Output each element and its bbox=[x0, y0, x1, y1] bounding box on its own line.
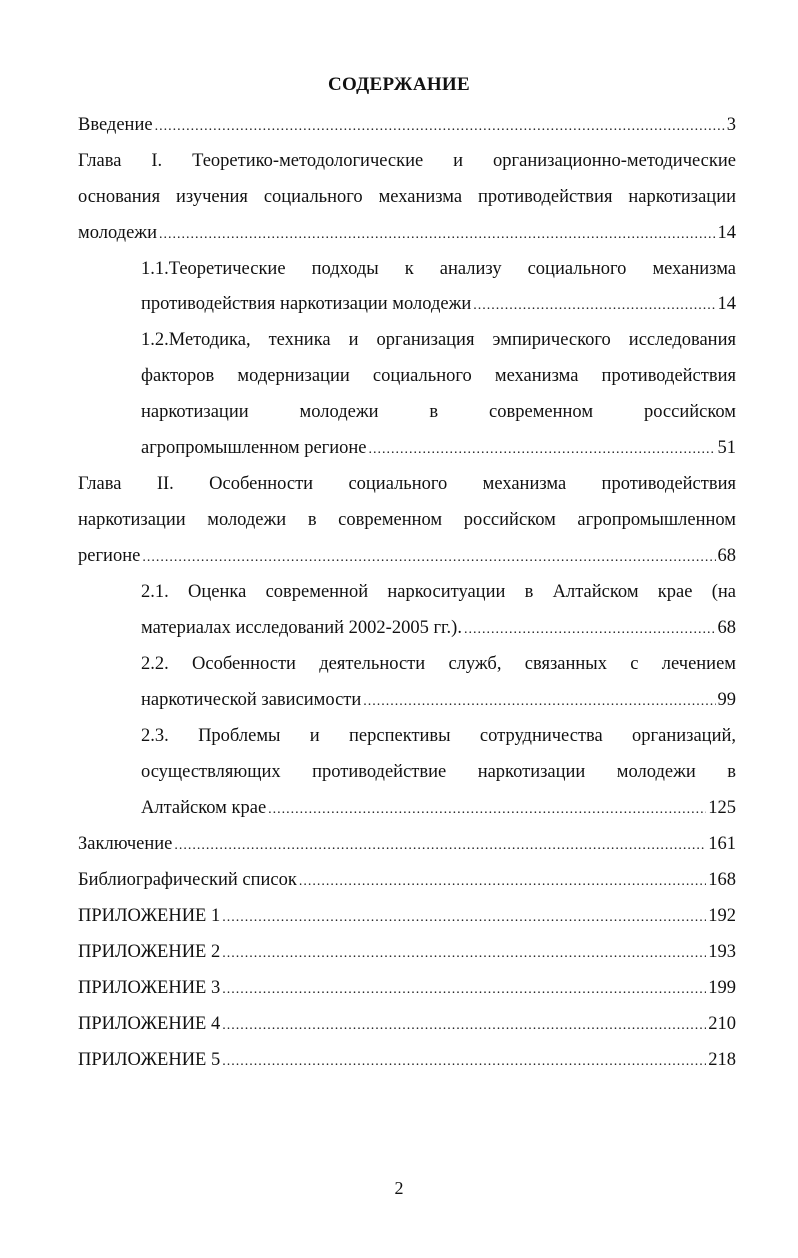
toc-section-2-3-line2[interactable]: осуществляющих противодействие наркотизации молодежи в bbox=[141, 762, 736, 782]
toc-entry-page: 168 bbox=[708, 870, 736, 890]
toc-entry-label: ПРИЛОЖЕНИЕ 1 bbox=[78, 906, 221, 926]
toc-chapter2-line2[interactable]: наркотизации молодежи в современном российском агропромышленном bbox=[78, 510, 736, 530]
toc-section-1-2-line3[interactable]: наркотизации молодежи в современном российском bbox=[141, 402, 736, 422]
dot-leader bbox=[369, 438, 716, 462]
toc-section-2-2-line2[interactable] bbox=[141, 688, 736, 714]
toc-entry-page: 210 bbox=[708, 1014, 736, 1034]
toc-chapter2-line3[interactable] bbox=[78, 544, 736, 570]
dot-leader bbox=[268, 798, 706, 822]
toc-entry-page: 14 bbox=[717, 223, 736, 243]
toc-section-2-3-line1[interactable]: 2.3. Проблемы и перспективы сотрудничества организаций, bbox=[141, 726, 736, 746]
toc-entry-page: 192 bbox=[708, 906, 736, 926]
page-number: 2 bbox=[394, 1178, 404, 1198]
toc-entry-appendix-3[interactable] bbox=[78, 976, 736, 1002]
toc-entry-appendix-4[interactable] bbox=[78, 1012, 736, 1038]
toc-entry-label: ПРИЛОЖЕНИЕ 2 bbox=[78, 942, 221, 962]
toc-entry-page: 68 bbox=[717, 546, 736, 566]
toc-section-1-2-line1[interactable]: 1.2.Методика, техника и организация эмпирического исследования bbox=[141, 330, 736, 350]
dot-leader bbox=[155, 115, 725, 139]
dot-leader bbox=[464, 618, 716, 642]
toc-section-1-1-line1[interactable]: 1.1.Теоретические подходы к анализу социального механизма bbox=[141, 259, 736, 279]
toc-entry-conclusion[interactable] bbox=[78, 832, 736, 858]
dot-leader bbox=[299, 870, 706, 894]
toc-entry-label: Алтайском крае bbox=[141, 798, 267, 818]
toc-entry-label: Библиографический список bbox=[78, 870, 297, 890]
dot-leader bbox=[222, 1014, 706, 1038]
toc-section-1-1-line2[interactable] bbox=[141, 292, 736, 318]
dot-leader bbox=[159, 223, 716, 247]
toc-chapter2-line1[interactable]: Глава II. Особенности социального механизма противодействия bbox=[78, 474, 736, 494]
toc-entry-page: 99 bbox=[717, 690, 736, 710]
dot-leader bbox=[222, 906, 706, 930]
toc-entry-page: 51 bbox=[717, 438, 736, 458]
toc-entry-page: 199 bbox=[708, 978, 736, 998]
toc-entry-page: 218 bbox=[708, 1050, 736, 1070]
toc-entry-label: противодействия наркотизации молодежи bbox=[141, 294, 472, 314]
toc-entry-label: ПРИЛОЖЕНИЕ 4 bbox=[78, 1014, 221, 1034]
toc-entry-intro[interactable] bbox=[78, 113, 736, 139]
toc-section-1-2-line2[interactable]: факторов модернизации социального механизма противодействия bbox=[141, 366, 736, 386]
toc-entry-page: 68 bbox=[717, 618, 736, 638]
toc-section-1-2-line4[interactable] bbox=[141, 436, 736, 462]
toc-chapter1-line3[interactable] bbox=[78, 221, 736, 247]
toc-section-2-1-line2[interactable] bbox=[141, 616, 736, 642]
toc-entry-page: 193 bbox=[708, 942, 736, 962]
toc-entry-page: 3 bbox=[726, 115, 736, 135]
dot-leader bbox=[174, 834, 706, 858]
dot-leader bbox=[142, 546, 715, 570]
toc-entry-label: агропромышленном регионе bbox=[141, 438, 367, 458]
toc-entry-appendix-5[interactable] bbox=[78, 1048, 736, 1074]
toc-entry-appendix-1[interactable] bbox=[78, 904, 736, 930]
toc-entry-label: Введение bbox=[78, 115, 153, 135]
toc-entry-page: 125 bbox=[708, 798, 736, 818]
toc-section-2-1-line1[interactable]: 2.1. Оценка современной наркоситуации в Алтайском крае (на bbox=[141, 582, 736, 602]
toc-entry-label: ПРИЛОЖЕНИЕ 3 bbox=[78, 978, 221, 998]
toc-chapter1-line2[interactable]: основания изучения социального механизма противодействия наркотизации bbox=[78, 187, 736, 207]
dot-leader bbox=[222, 978, 706, 1002]
toc-entry-appendix-2[interactable] bbox=[78, 940, 736, 966]
dot-leader bbox=[222, 1050, 706, 1074]
toc-entry-label: регионе bbox=[78, 546, 141, 566]
toc-entry-label: ПРИЛОЖЕНИЕ 5 bbox=[78, 1050, 221, 1070]
toc-section-2-2-line1[interactable]: 2.2. Особенности деятельности служб, связанных с лечением bbox=[141, 654, 736, 674]
toc-entry-label: молодежи bbox=[78, 223, 157, 243]
dot-leader bbox=[363, 690, 715, 714]
toc-chapter1-line1[interactable]: Глава I. Теоретико-методологические и организационно-методические bbox=[78, 151, 736, 171]
toc-title: СОДЕРЖАНИЕ bbox=[328, 74, 470, 95]
toc-entry-bibliography[interactable] bbox=[78, 868, 736, 894]
dot-leader bbox=[473, 294, 715, 318]
toc-entry-page: 14 bbox=[717, 294, 736, 314]
toc-entry-label: Заключение bbox=[78, 834, 173, 854]
toc-entry-label: материалах исследований 2002-2005 гг.). bbox=[141, 618, 462, 638]
dot-leader bbox=[222, 942, 706, 966]
toc-entry-label: наркотической зависимости bbox=[141, 690, 362, 710]
toc-section-2-3-line3[interactable] bbox=[141, 796, 736, 822]
toc-entry-page: 161 bbox=[708, 834, 736, 854]
